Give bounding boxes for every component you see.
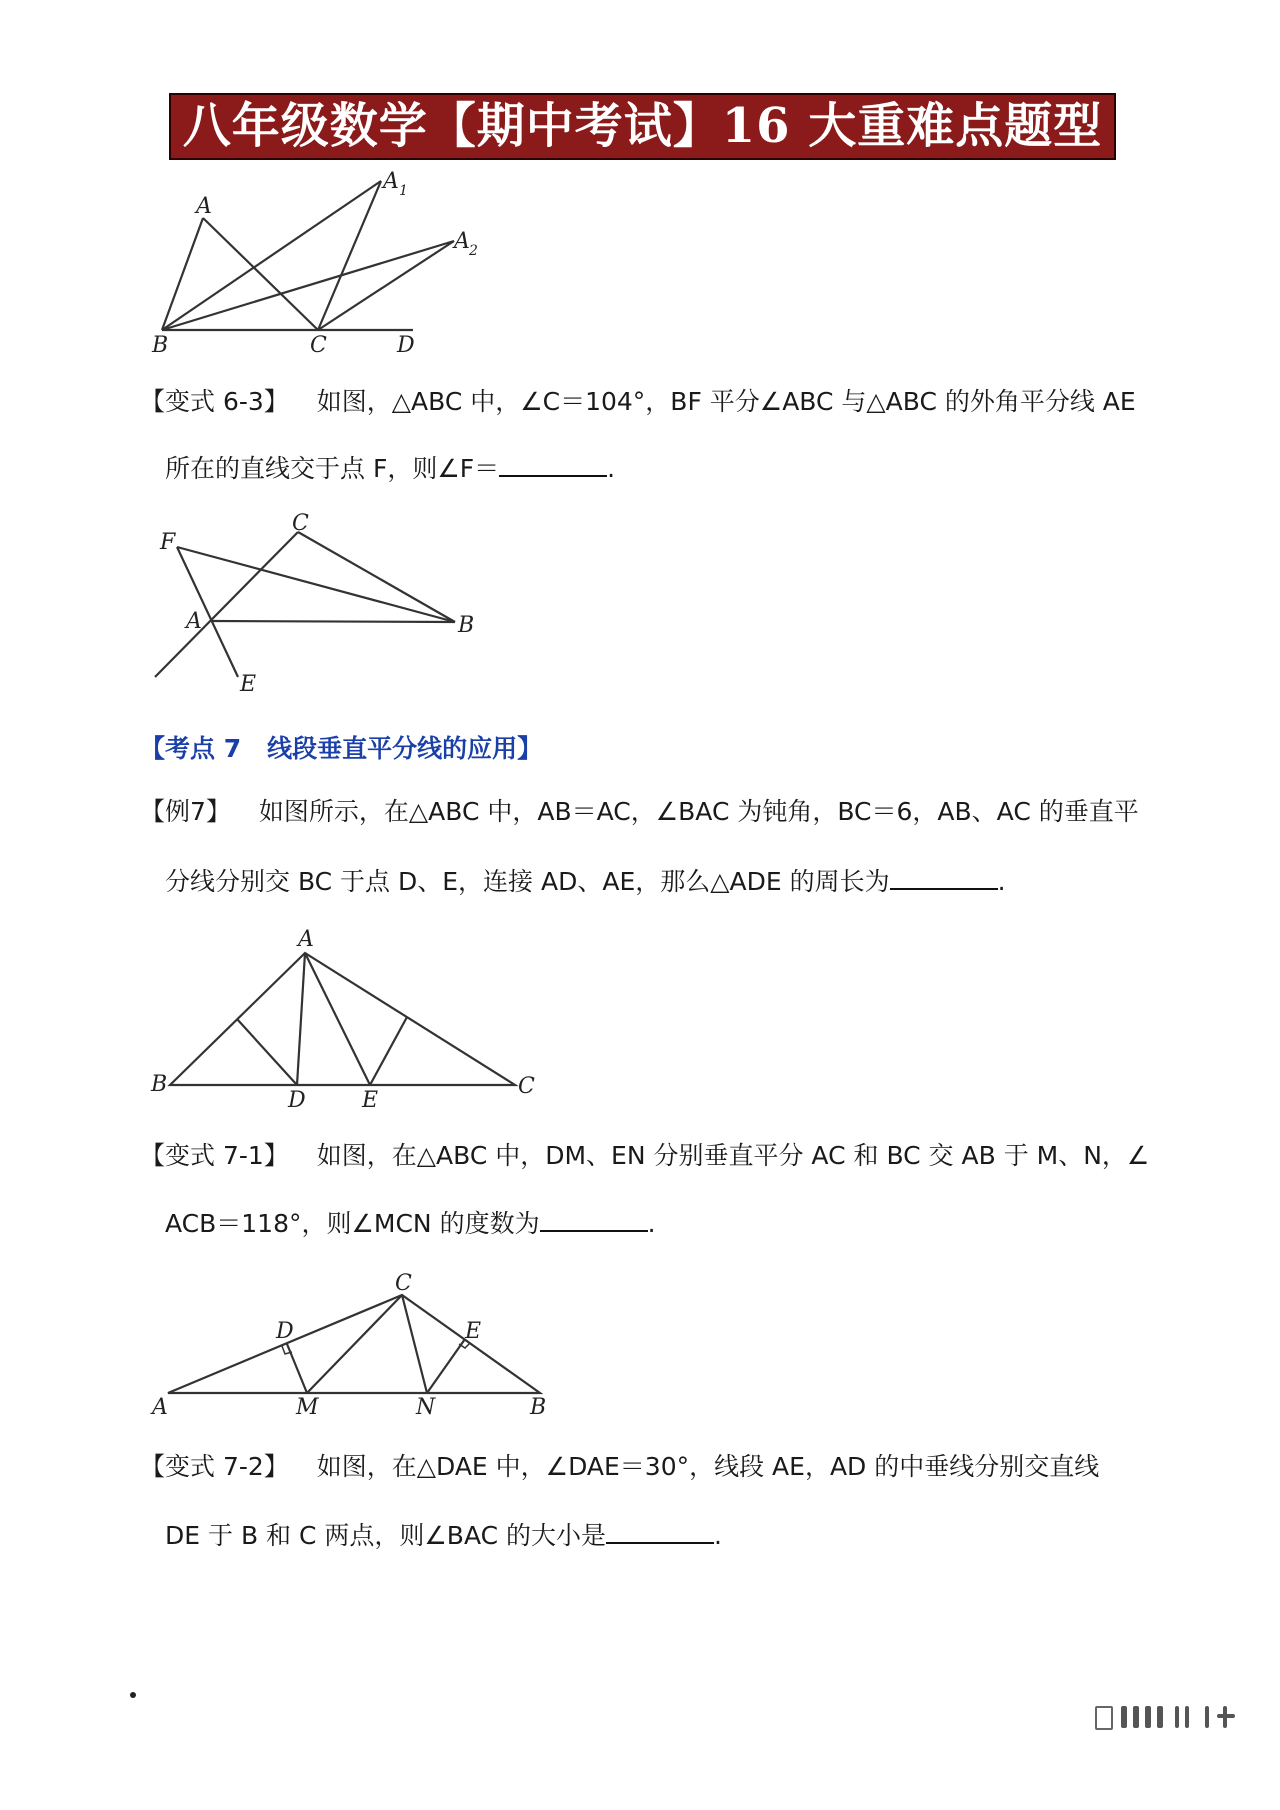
label-M: M <box>296 1395 319 1420</box>
problem-text: 所在的直线交于点 F，则∠F＝ <box>165 454 500 483</box>
problem-tag: 【变式 6-3】 <box>140 387 289 416</box>
label-C: C <box>310 333 327 358</box>
triangle-ABC <box>170 953 515 1085</box>
segment-AB <box>211 621 455 622</box>
problem-text: 分线分别交 BC 于点 D、E，连接 AD、AE，那么△ADE 的周长为 <box>165 867 890 896</box>
perp-bisector-AC <box>370 1017 407 1085</box>
label-D: D <box>397 333 415 358</box>
problem-text-end: . <box>997 867 1006 896</box>
label-A: A <box>152 1395 168 1420</box>
segment-EN <box>427 1339 465 1393</box>
section-title: 线段垂直平分线的应用】 <box>267 734 543 763</box>
problem-7-2-line1 <box>140 1452 1180 1482</box>
perp-bisector-AB <box>237 1019 297 1085</box>
label-A1-subscript: 1 <box>399 183 408 199</box>
figure-4 <box>140 1270 560 1420</box>
segment-CB <box>298 532 455 622</box>
problem-tag: 【变式 7-2】 <box>140 1452 289 1481</box>
segment-CM <box>307 1295 402 1393</box>
label-A2-subscript: 2 <box>469 243 478 259</box>
label-B: B <box>530 1395 547 1420</box>
answer-blank[interactable] <box>606 1520 714 1544</box>
problem-6-3-line1 <box>140 387 1180 417</box>
label-E: E <box>362 1088 379 1113</box>
segment-FB <box>177 547 455 622</box>
problem-text: 如图，在△DAE 中，∠DAE＝30°，线段 AE，AD 的中垂线分别交直线 <box>316 1452 1100 1481</box>
label-C: C <box>292 511 309 536</box>
label-F: F <box>160 530 176 555</box>
page-dot <box>130 1692 136 1698</box>
example-7-line1 <box>140 797 1180 827</box>
label-B: B <box>458 613 475 638</box>
segment-AD <box>297 953 305 1085</box>
segment-BA <box>162 218 203 330</box>
segment-A2C <box>318 241 454 330</box>
example-7-line2 <box>165 866 1205 897</box>
label-A: A <box>196 194 212 219</box>
problem-text-end: . <box>607 454 616 483</box>
segment-BA2 <box>162 241 454 330</box>
segment-BA1 <box>162 181 381 330</box>
segment-DM <box>287 1344 307 1393</box>
label-D: D <box>288 1088 306 1113</box>
figure-3 <box>140 925 540 1115</box>
answer-blank[interactable] <box>540 1208 648 1232</box>
figure-2 <box>140 505 480 705</box>
problem-text: ACB＝118°，则∠MCN 的度数为 <box>165 1209 540 1238</box>
title-banner: 八年级数学【期中考试】16 大重难点题型 <box>169 93 1116 160</box>
problem-tag: 【变式 7-1】 <box>140 1141 289 1170</box>
problem-text: 如图，在△ABC 中，DM、EN 分别垂直平分 AC 和 BC 交 AB 于 M、N，∠ <box>316 1141 1150 1170</box>
problem-text: 如图，△ABC 中，∠C＝104°，BF 平分∠ABC 与△ABC 的外角平分线 AE <box>316 387 1136 416</box>
problem-text-end: . <box>714 1521 722 1550</box>
label-A1: A <box>383 169 399 194</box>
answer-blank[interactable] <box>499 453 607 477</box>
figure-1 <box>140 168 500 368</box>
label-B: B <box>151 1072 168 1097</box>
watermark-icon <box>1095 1700 1255 1734</box>
problem-7-1-line2 <box>165 1208 1205 1239</box>
problem-7-1-line1 <box>140 1141 1180 1171</box>
label-D: D <box>276 1319 294 1344</box>
label-N: N <box>416 1395 436 1420</box>
label-E: E <box>465 1319 482 1344</box>
label-B: B <box>152 333 169 358</box>
problem-tag: 【例7】 <box>140 797 231 826</box>
problem-text-end: . <box>647 1209 656 1238</box>
label-C: C <box>395 1271 412 1296</box>
label-E: E <box>240 672 257 697</box>
label-A: A <box>298 927 314 952</box>
label-A: A <box>186 609 202 634</box>
problem-text: DE 于 B 和 C 两点，则∠BAC 的大小是 <box>165 1521 607 1550</box>
problem-6-3-line2 <box>165 453 1205 484</box>
section-heading-7 <box>140 729 542 765</box>
label-C: C <box>518 1074 535 1099</box>
answer-blank[interactable] <box>890 866 998 890</box>
label-A2: A <box>454 229 470 254</box>
problem-7-2-line2 <box>165 1520 1205 1551</box>
problem-text: 如图所示，在△ABC 中，AB＝AC，∠BAC 为钝角，BC＝6，AB、AC 的垂直平 <box>258 797 1139 826</box>
section-label: 【考点 7 <box>140 734 242 763</box>
line-EF-extended <box>155 532 298 677</box>
